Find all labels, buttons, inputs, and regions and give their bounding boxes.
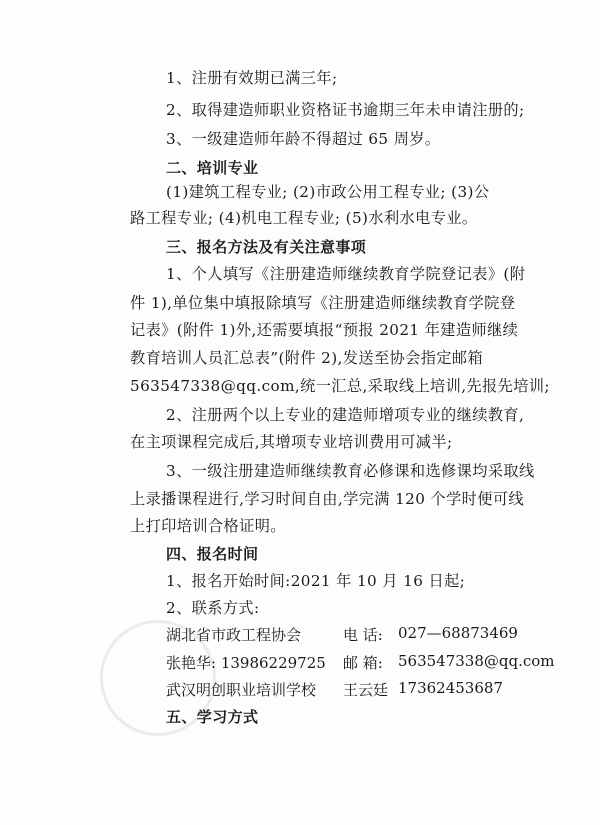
contact-school-name: 武汉明创职业培训学校 xyxy=(166,681,317,699)
contact-email-value[interactable]: 563547338@qq.com xyxy=(398,652,555,670)
reg-para-2-line-1: 2、注册两个以上专业的建造师增项专业的继续教育, xyxy=(166,406,525,424)
section-heading-registration: 三、报名方法及有关注意事项 xyxy=(166,238,367,256)
section-heading-time: 四、报名时间 xyxy=(166,545,259,563)
start-date-line: 1、报名开始时间:2021 年 10 月 16 日起; xyxy=(166,572,466,590)
contact-phone-value: 027—68873469 xyxy=(398,624,518,642)
contact-person-name: 张艳华: 13986229725 xyxy=(166,654,326,672)
reg-para-1-line-3: 记表》(附件 1)外,还需要填报“预报 2021 年建造师继续 xyxy=(130,321,519,339)
reg-para-2-line-2: 在主项课程完成后,其增项专业培训费用可减半; xyxy=(130,433,453,451)
contact-org-name: 湖北省市政工程协会 xyxy=(166,626,302,644)
reg-para-3-line-1: 3、一级注册建造师继续教育必修课和选修课均采取线 xyxy=(166,462,535,480)
contact-heading: 2、联系方式: xyxy=(166,599,260,617)
reg-para-1-line-5: 563547338@qq.com,统一汇总,采取线上培训,先报先培训; xyxy=(130,377,550,395)
clause-3: 3、一级建造师年龄不得超过 65 周岁。 xyxy=(166,130,441,148)
reg-para-1-line-4: 教育培训人员汇总表”(附件 2),发送至协会指定邮箱 xyxy=(130,349,484,367)
reg-para-3-line-2: 上录播课程进行,学习时间自由,学完满 120 个学时便可线 xyxy=(130,490,525,508)
contact-school-phone: 17362453687 xyxy=(398,679,503,697)
contact-phone-label: 电 话: xyxy=(343,626,383,644)
contact-email-label: 邮 箱: xyxy=(343,654,383,672)
reg-para-3-line-3: 上打印培训合格证明。 xyxy=(130,517,286,535)
reg-para-1-line-1: 1、个人填写《注册建造师继续教育学院登记表》(附 xyxy=(166,265,526,283)
reg-para-1-line-2: 件 1),单位集中填报除填写《注册建造师继续教育学院登 xyxy=(130,294,516,312)
section-heading-training: 二、培训专业 xyxy=(166,159,259,177)
specialty-line-1: (1)建筑工程专业; (2)市政公用工程专业; (3)公 xyxy=(166,183,490,201)
contact-school-person: 王云廷 xyxy=(343,681,389,699)
specialty-line-2: 路工程专业; (4)机电工程专业; (5)水利水电专业。 xyxy=(130,209,478,227)
clause-1: 1、注册有效期已满三年; xyxy=(166,69,338,87)
section-heading-study-method: 五、学习方式 xyxy=(166,708,259,726)
clause-2: 2、取得建造师职业资格证书逾期三年未申请注册的; xyxy=(166,101,525,119)
